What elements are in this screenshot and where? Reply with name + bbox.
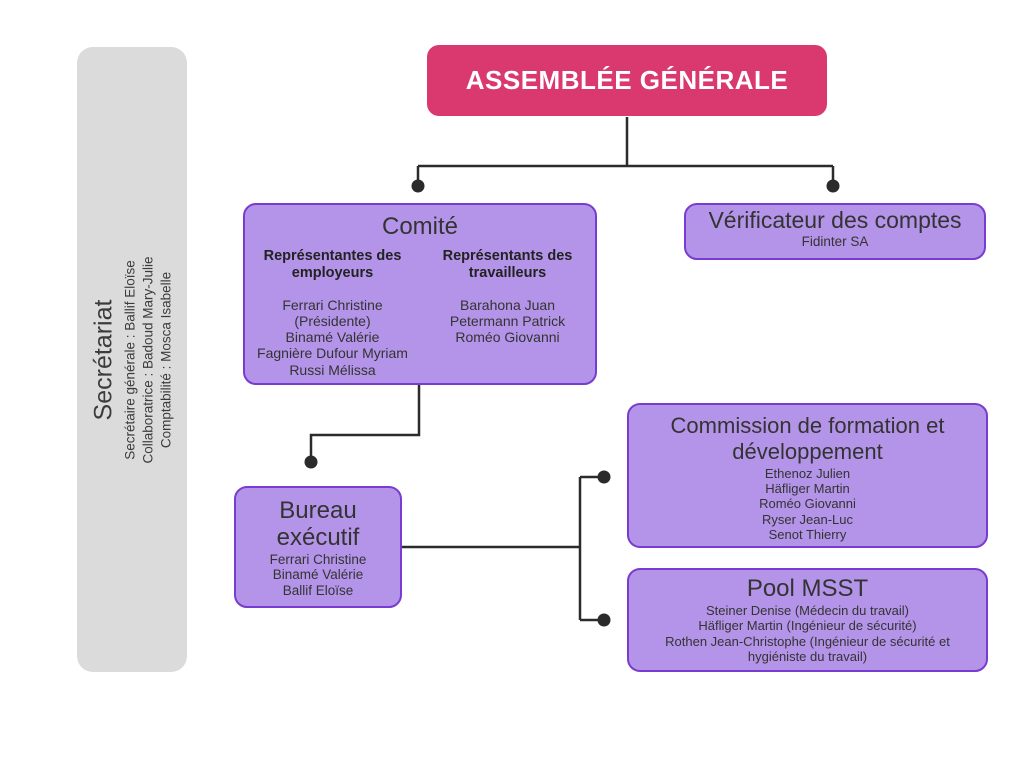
pool-msst-node: [627, 568, 988, 672]
assemblee-generale-node: [427, 45, 827, 116]
connector-root-split: [418, 117, 833, 180]
comite-node: [243, 203, 597, 385]
secretariat-panel: [77, 47, 187, 672]
member-name: Petermann Patrick: [449, 312, 566, 329]
commission-title: Commission de formation et développement: [670, 413, 945, 465]
member-name: Roméo Giovanni: [759, 496, 856, 512]
bureau-executif-node: [234, 486, 402, 608]
member-name: Senot Thierry: [768, 527, 847, 543]
secretariat-line: Collaboratrice : Badoud Mary-Julie: [140, 255, 156, 464]
member-name: Roméo Giovanni: [455, 329, 560, 346]
secretariat-title: Secrétariat: [89, 299, 118, 420]
member-name: Ethenoz Julien: [764, 465, 851, 481]
connector-dot: [412, 180, 425, 193]
member-name: Binamé Valérie: [272, 567, 364, 583]
member-name: Häfliger Martin: [765, 481, 850, 497]
member-name: Ferrari Christine: [269, 551, 367, 567]
workers-column: [420, 248, 595, 378]
member-name: Russi Mélissa: [289, 361, 376, 378]
workers-header: Représentants des travailleurs: [442, 247, 573, 282]
connector-comite-bureau: [311, 385, 419, 457]
member-name: Fagnière Dufour Myriam: [257, 345, 408, 362]
verificateur-title: Vérificateur des comptes: [708, 207, 962, 233]
member-name: Binamé Valérie: [285, 329, 380, 346]
connector-dot: [598, 614, 611, 627]
bureau-title: Bureau exécutif: [276, 497, 360, 551]
employers-header: Représentantes des employeurs: [263, 247, 402, 282]
connector-dot: [598, 471, 611, 484]
member-name: Rothen Jean-Christophe (Ingénieur de sécurité et hygiéniste du travail): [665, 633, 950, 664]
comite-title: Comité: [381, 213, 459, 240]
comite-columns: [245, 248, 595, 378]
member-name: Ferrari Christine (Présidente): [282, 296, 383, 329]
employers-column: [245, 248, 420, 378]
verificateur-subtitle: Fidinter SA: [801, 233, 869, 249]
connector-dot: [827, 180, 840, 193]
member-name: Ballif Eloïse: [282, 583, 354, 599]
secretariat-line: Comptabilité : Mosca Isabelle: [157, 271, 173, 448]
connector-dot: [305, 456, 318, 469]
pool-title: Pool MSST: [746, 575, 869, 602]
connector-bureau-branches: [402, 477, 599, 620]
member-name: Häfliger Martin (Ingénieur de sécurité): [698, 618, 917, 634]
secretariat-rotated-text: [89, 256, 174, 463]
verificateur-node: [684, 203, 986, 260]
member-name: Steiner Denise (Médecin du travail): [705, 602, 910, 618]
member-name: Barahona Juan: [460, 296, 555, 313]
member-name: Ryser Jean-Luc: [761, 511, 854, 527]
assemblee-generale-label: ASSEMBLÉE GÉNÉRALE: [465, 65, 789, 95]
commission-node: [627, 403, 988, 548]
secretariat-line: Secrétaire générale : Ballif Eloïse: [122, 259, 138, 460]
